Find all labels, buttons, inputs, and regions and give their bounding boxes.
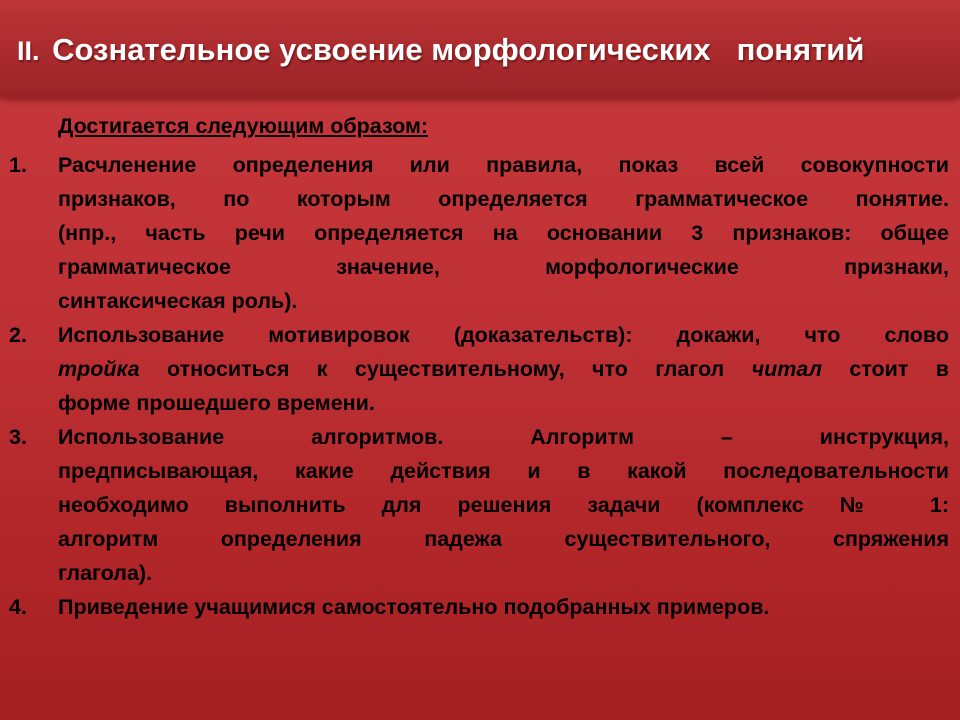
- slide-title-number: II.: [17, 36, 40, 66]
- list-item-number: 3.: [9, 425, 27, 449]
- list-item-text: [58, 420, 949, 590]
- list-item-line: Использование алгоритмов. Алгоритм – инструкция,: [58, 425, 949, 449]
- list-item-line: глагола).: [58, 561, 153, 585]
- slide-subtitle: Достигается следующим образом:: [58, 114, 429, 138]
- list-item-text: [58, 148, 949, 318]
- list-item-line: (нпр., часть речи определяется на основании 3 признаков: общее: [58, 221, 949, 245]
- example-word-troika: тройка: [58, 357, 140, 381]
- list-item-line: грамматическое значение, морфологические признаки,: [58, 255, 949, 279]
- list-item-line: синтаксическая роль).: [58, 289, 298, 313]
- list-item-line: Расчленение определения или правила, показ всей совокупности: [58, 153, 949, 177]
- list-item-3: [0, 420, 960, 590]
- list-item-line: алгоритм определения падежа существительного, спряжения: [58, 527, 949, 551]
- list-item-text: [58, 590, 949, 624]
- list-item-line: предписывающая, какие действия и в какой последовательности: [58, 459, 949, 483]
- list-item-4: [0, 590, 960, 624]
- list-item-line-fragment: стоит в: [821, 357, 949, 381]
- list-item-number: 4.: [9, 595, 27, 619]
- title-bar: [0, 0, 960, 97]
- list-item-line-fragment: относиться к существительному, что глагол: [139, 357, 752, 381]
- list-item-line: Приведение учащимися самостоятельно подобранных примеров.: [58, 595, 770, 619]
- example-word-chital: читал: [751, 357, 822, 381]
- slide-title: [17, 30, 947, 71]
- slide-title-text-part2: понятий: [736, 32, 865, 67]
- list-item-2: [0, 318, 960, 420]
- list-item-line: Использование мотивировок (доказательств): докажи, что слово: [58, 323, 949, 347]
- list-item-line: необходимо выполнить для решения задачи (комплекс № 1:: [58, 493, 949, 517]
- list-item-text: [58, 318, 949, 420]
- slide-title-text-part1: Сознательное усвоение морфологических: [52, 32, 711, 67]
- list-item-number: 2.: [9, 323, 27, 347]
- list-item-line-with-examples: [58, 352, 949, 386]
- list-item-line: форме прошедшего времени.: [58, 391, 375, 415]
- list-item-line: признаков, по которым определяется грамматическое понятие.: [58, 187, 949, 211]
- list-item-number: 1.: [9, 153, 27, 177]
- methods-list: [0, 148, 960, 624]
- list-item-1: [0, 148, 960, 318]
